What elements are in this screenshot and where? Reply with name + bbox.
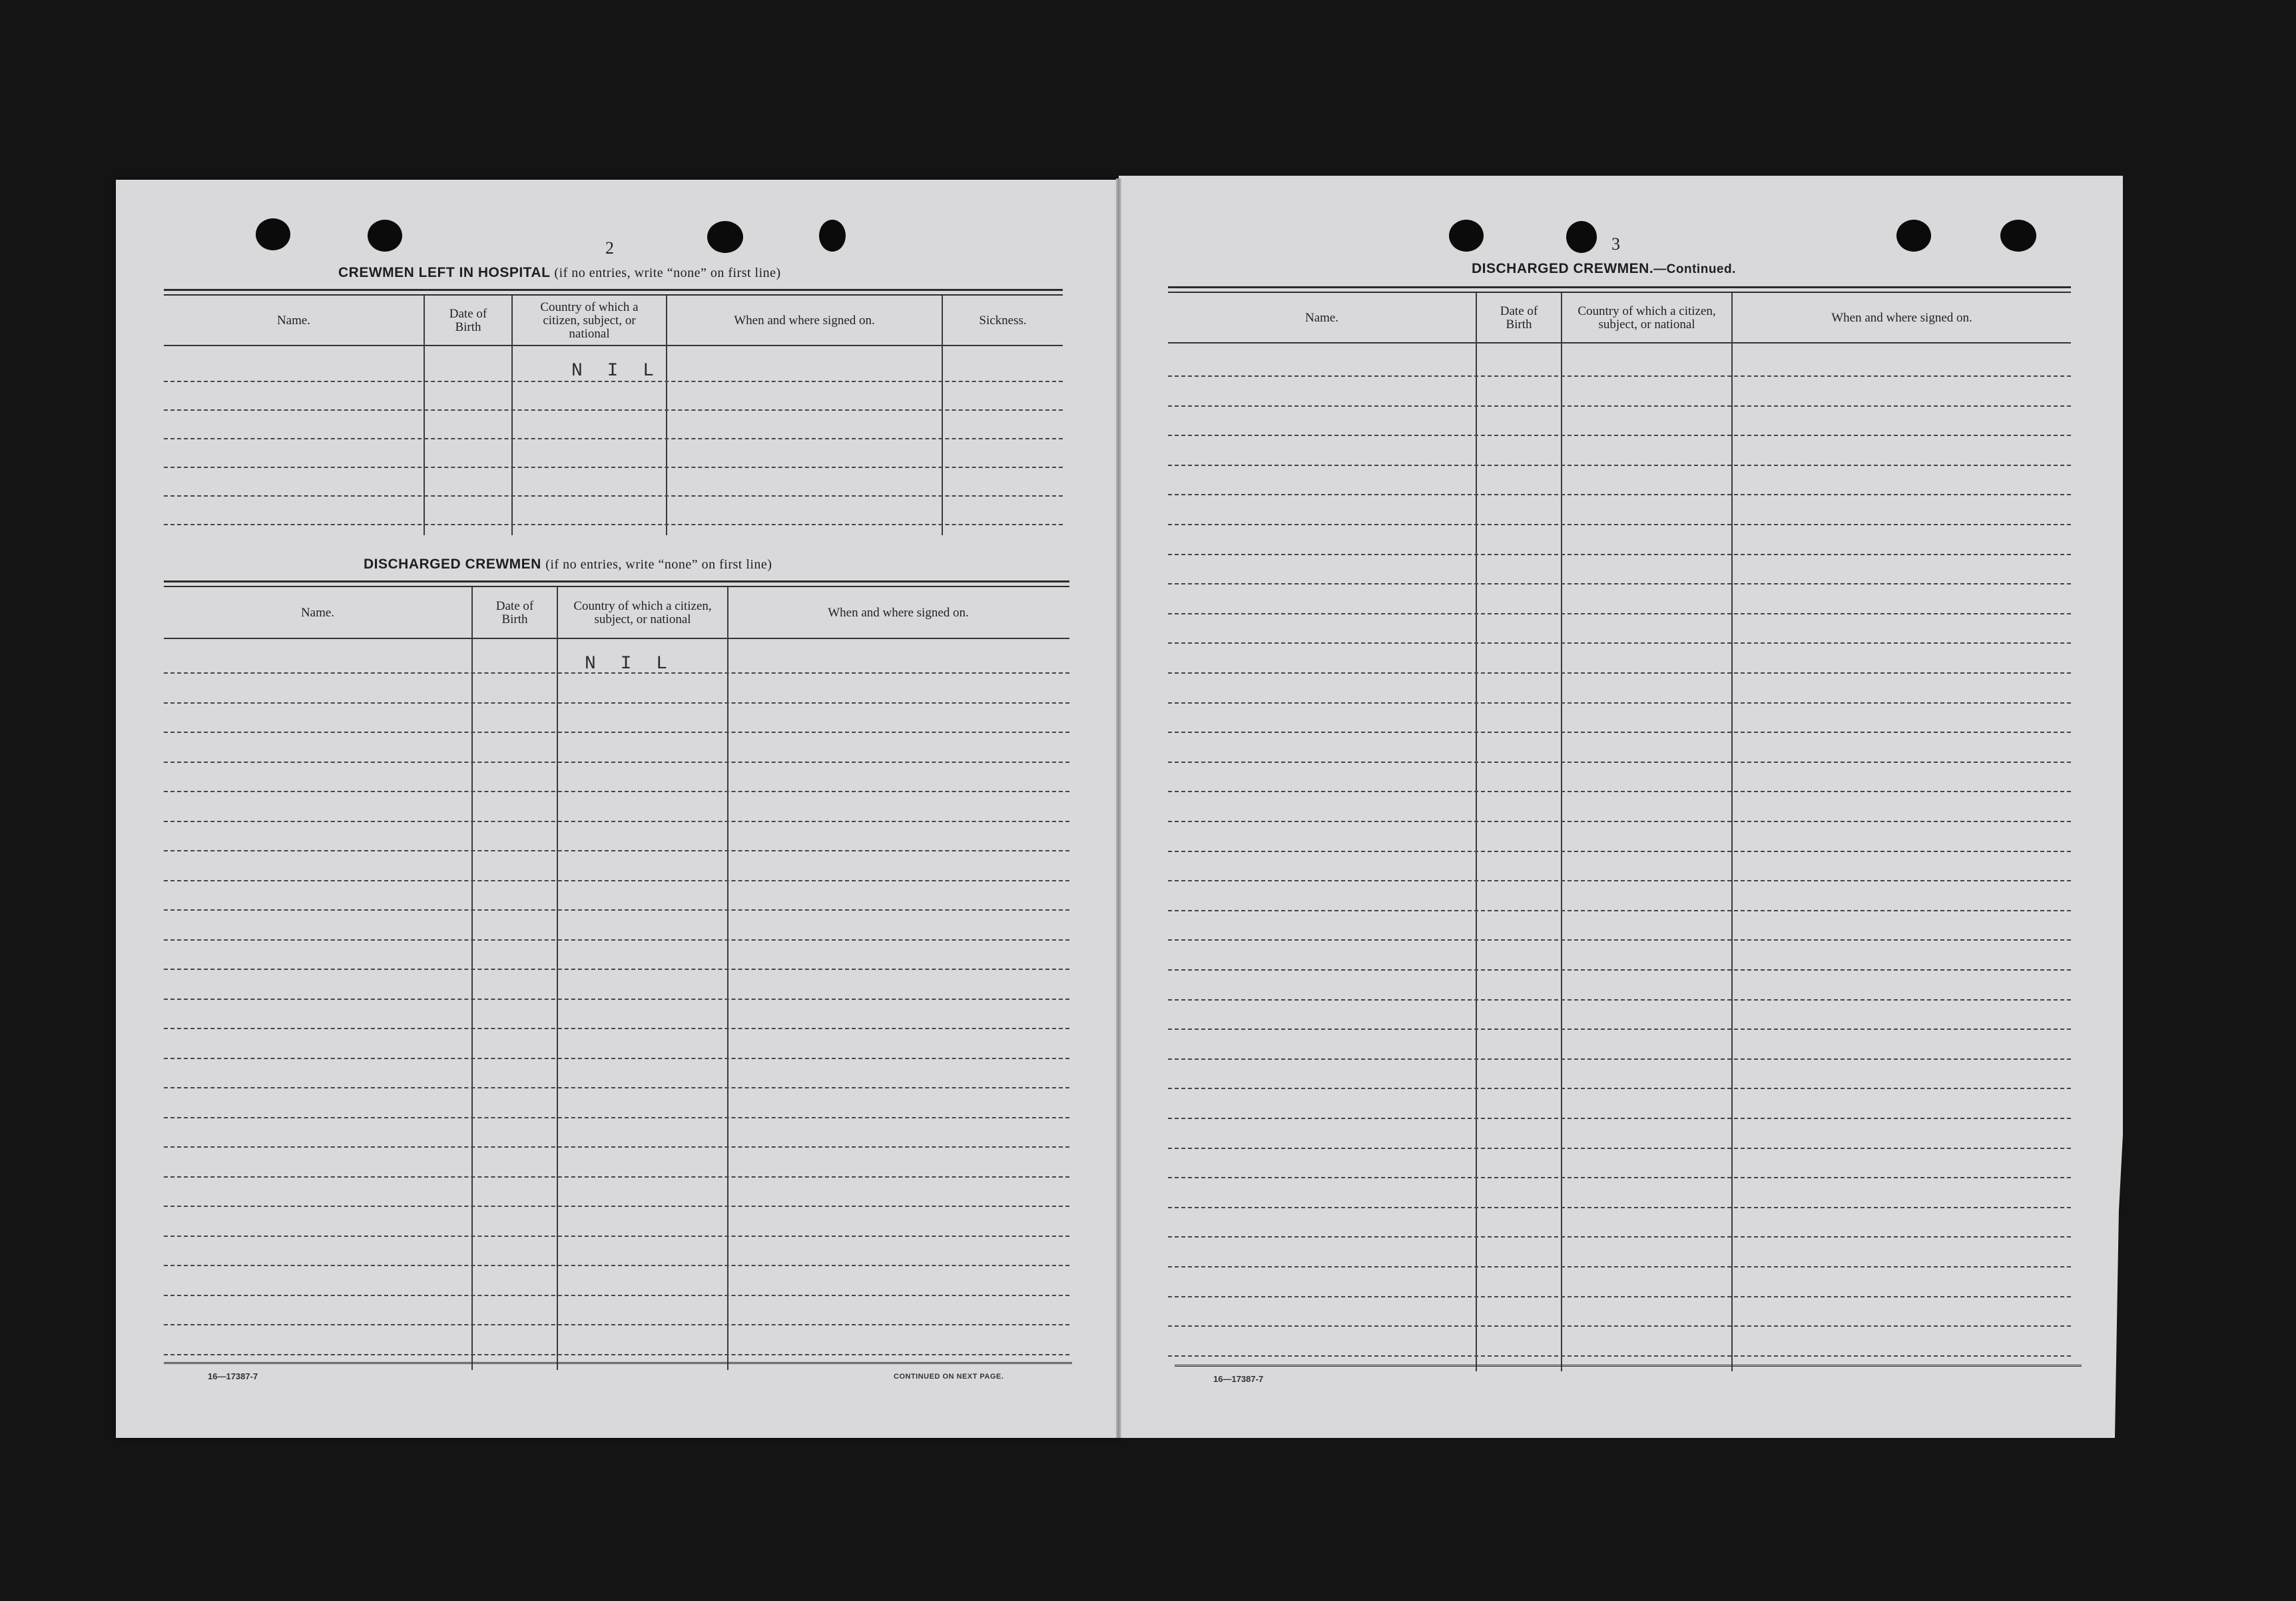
ruled-line	[1168, 524, 2071, 525]
punch-hole	[256, 218, 290, 250]
ruled-line	[1168, 969, 2071, 971]
punch-hole	[1896, 220, 1931, 252]
hospital-table	[164, 289, 1063, 535]
ruled-line	[1168, 405, 2071, 407]
continued-note: CONTINUED ON NEXT PAGE.	[894, 1373, 1004, 1381]
column-header-country: Country of which a citizen, subject, or national	[540, 300, 639, 341]
ruled-line	[164, 381, 1063, 382]
discharged-continued-title	[1472, 261, 1736, 277]
discharged-title-text: DISCHARGED CREWMEN	[364, 557, 541, 572]
ruled-line	[164, 1206, 1069, 1207]
ruled-line	[1168, 1325, 2071, 1327]
column-header-name: Name.	[276, 314, 311, 328]
column-header-date-of-birth: Date of Birth	[449, 307, 487, 334]
ruled-line	[164, 969, 1069, 970]
discharged-continued-title-text: DISCHARGED CREWMEN.	[1472, 261, 1654, 276]
ruled-line	[1168, 1236, 2071, 1238]
ruled-line	[1168, 554, 2071, 555]
column-header-date-of-birth: Date of Birth	[495, 599, 534, 626]
ruled-line	[1168, 1029, 2071, 1030]
ruled-line	[164, 850, 1069, 851]
discharged-title-note: (if no entries, write “none” on first line)	[545, 557, 772, 572]
ruled-line	[164, 702, 1069, 704]
column-header-country: Country of which a citizen, subject, or national	[1578, 304, 1716, 332]
punch-hole	[819, 220, 846, 252]
ruled-line	[1168, 642, 2071, 644]
ruled-line	[164, 939, 1069, 941]
discharged-continued-table	[1168, 286, 2071, 1371]
ruled-line	[1168, 1177, 2071, 1178]
ruled-line	[164, 438, 1063, 439]
discharged-section-title	[364, 557, 772, 572]
ruled-line	[164, 1146, 1069, 1148]
ruled-line	[1168, 702, 2071, 704]
discharged-continued-suffix: —Continued.	[1653, 262, 1736, 276]
ruled-line	[1168, 939, 2071, 941]
ruled-line	[164, 1028, 1069, 1029]
ruled-line	[1168, 821, 2071, 822]
ruled-line	[1168, 1088, 2071, 1089]
ruled-line	[1168, 1058, 2071, 1060]
ruled-line	[164, 999, 1069, 1000]
punch-hole	[707, 221, 743, 253]
ruled-line	[1168, 1207, 2071, 1208]
column-header-name: Name.	[1304, 311, 1339, 325]
column-header-signed-on: When and where signed on.	[734, 314, 875, 328]
column-header-country: Country of which a citizen, subject, or national	[573, 599, 712, 626]
page-number: 2	[605, 238, 614, 258]
ruled-line	[1168, 583, 2071, 584]
column-header-signed-on: When and where signed on.	[1831, 311, 1972, 325]
ruled-line	[1168, 732, 2071, 733]
ruled-line	[164, 1176, 1069, 1178]
column-header-signed-on: When and where signed on.	[828, 606, 969, 620]
column-header-sickness: Sickness.	[979, 314, 1027, 328]
hospital-title-text: CREWMEN LEFT IN HOSPITAL	[338, 265, 551, 280]
ruled-line	[164, 1087, 1069, 1088]
ruled-line	[164, 1117, 1069, 1118]
page-number: 3	[1611, 234, 1620, 254]
form-number: 16—17387-7	[208, 1371, 258, 1381]
punch-hole	[2000, 220, 2036, 252]
ruled-line	[164, 467, 1063, 468]
column-header-name: Name.	[300, 606, 335, 620]
ruled-line	[164, 1295, 1069, 1296]
hospital-section-title	[338, 265, 781, 281]
ruled-line	[1168, 1355, 2071, 1357]
ruled-line	[164, 672, 1069, 674]
ruled-line	[1168, 465, 2071, 466]
punch-hole	[1449, 220, 1484, 252]
ruled-line	[164, 495, 1063, 497]
ruled-line	[164, 1324, 1069, 1325]
hospital-title-note: (if no entries, write “none” on first line)	[554, 266, 781, 280]
ruled-line	[1168, 762, 2071, 763]
ruled-line	[164, 1265, 1069, 1266]
ruled-line	[1168, 672, 2071, 674]
form-number: 16—17387-7	[1213, 1374, 1264, 1384]
ruled-line	[1168, 1296, 2071, 1297]
ruled-line	[164, 909, 1069, 911]
ruled-line	[164, 821, 1069, 822]
page-fold	[1116, 178, 1121, 1438]
ruled-line	[1168, 1118, 2071, 1119]
ruled-line	[1168, 435, 2071, 436]
ruled-line	[1168, 851, 2071, 852]
hospital-nil-entry: N I L	[571, 361, 661, 381]
ruled-line	[164, 409, 1063, 411]
ruled-line	[1168, 1266, 2071, 1267]
ruled-line	[164, 1236, 1069, 1237]
ruled-line	[164, 1354, 1069, 1355]
ruled-line	[1168, 375, 2071, 377]
ruled-line	[1168, 910, 2071, 911]
ruled-line	[164, 524, 1063, 525]
ruled-line	[1168, 880, 2071, 881]
discharged-table	[164, 580, 1069, 1366]
ruled-line	[164, 880, 1069, 881]
ruled-line	[1168, 999, 2071, 1001]
punch-hole	[1566, 221, 1597, 253]
ruled-line	[164, 762, 1069, 763]
column-header-date-of-birth: Date of Birth	[1500, 304, 1538, 332]
ruled-line	[1168, 1148, 2071, 1149]
discharged-nil-entry: N I L	[585, 654, 675, 674]
ruled-line	[164, 1058, 1069, 1059]
punch-hole	[368, 220, 402, 252]
ruled-line	[1168, 613, 2071, 614]
ruled-line	[164, 791, 1069, 792]
ruled-line	[1168, 494, 2071, 495]
ruled-line	[1168, 791, 2071, 792]
ruled-line	[164, 732, 1069, 733]
